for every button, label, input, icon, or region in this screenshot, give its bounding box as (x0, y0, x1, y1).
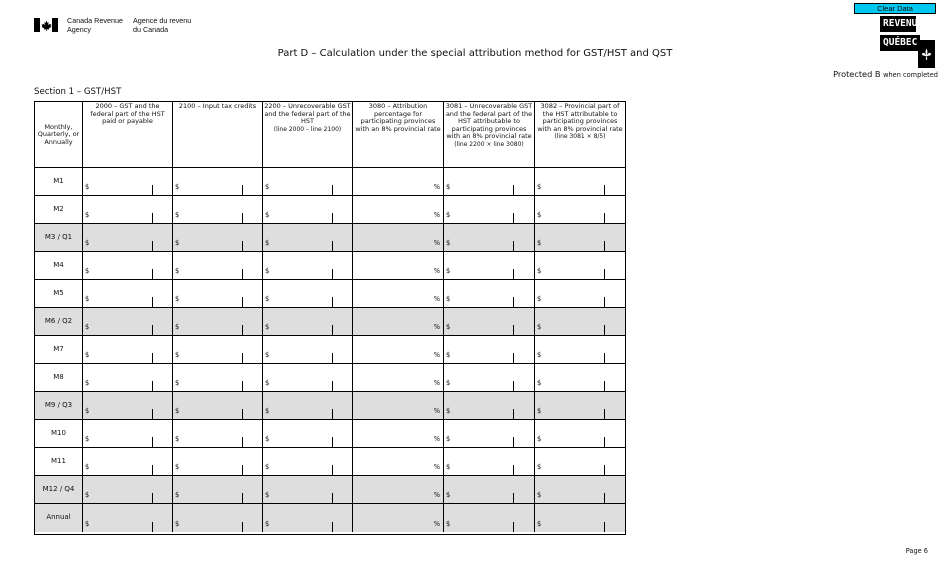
cents-divider (513, 297, 514, 307)
line-3081-field[interactable] (444, 252, 535, 279)
currency-symbol: $ (85, 463, 90, 471)
row-label: M11 (35, 448, 83, 475)
currency-symbol: $ (175, 267, 180, 275)
col-header-3080: 3080 – Attribution percentage for participating provinces with an 8% provincial rate (353, 102, 444, 167)
line-2200-field[interactable] (263, 420, 353, 447)
percent-symbol: % (433, 435, 440, 443)
line-3080-field[interactable] (353, 364, 444, 391)
line-3082-field[interactable] (535, 280, 625, 307)
cents-divider (513, 409, 514, 419)
cents-divider (604, 269, 605, 279)
cents-divider (152, 185, 153, 195)
table-row (35, 224, 625, 252)
page-title: Part D – Calculation under the special attribution method for GST/HST and QST (277, 48, 673, 59)
line-3082-field[interactable] (535, 448, 625, 475)
currency-symbol: $ (175, 463, 180, 471)
cents-divider (332, 297, 333, 307)
line-3082-field[interactable] (535, 196, 625, 223)
currency-symbol: $ (446, 435, 451, 443)
line-2100-field[interactable] (173, 224, 263, 251)
currency-symbol: $ (175, 407, 180, 415)
currency-symbol: $ (85, 267, 90, 275)
currency-symbol: $ (537, 520, 542, 528)
currency-symbol: $ (175, 295, 180, 303)
table-row (35, 336, 625, 364)
currency-symbol: $ (265, 295, 270, 303)
currency-symbol: $ (85, 239, 90, 247)
currency-symbol: $ (175, 323, 180, 331)
currency-symbol: $ (265, 407, 270, 415)
line-3080-field[interactable] (353, 224, 444, 251)
line-2200-field[interactable] (263, 476, 353, 503)
cents-divider (242, 185, 243, 195)
line-2000-field[interactable] (83, 308, 173, 335)
cents-divider (332, 409, 333, 419)
cents-divider (242, 381, 243, 391)
currency-symbol: $ (537, 267, 542, 275)
cents-divider (152, 465, 153, 475)
cents-divider (332, 325, 333, 335)
percent-symbol: % (433, 407, 440, 415)
cents-divider (513, 213, 514, 223)
currency-symbol: $ (265, 520, 270, 528)
currency-symbol: $ (175, 379, 180, 387)
currency-symbol: $ (85, 520, 90, 528)
line-2100-field[interactable] (173, 364, 263, 391)
table-row (35, 196, 625, 224)
line-3081-field[interactable] (444, 168, 535, 195)
table-row (35, 252, 625, 280)
line-3082-field[interactable] (535, 364, 625, 391)
line-3080-field[interactable] (353, 168, 444, 195)
currency-symbol: $ (265, 323, 270, 331)
line-2200-field[interactable] (263, 168, 353, 195)
line-3080-field[interactable] (353, 280, 444, 307)
percent-symbol: % (433, 323, 440, 331)
currency-symbol: $ (265, 211, 270, 219)
currency-symbol: $ (85, 491, 90, 499)
currency-symbol: $ (265, 491, 270, 499)
currency-symbol: $ (537, 211, 542, 219)
cents-divider (513, 465, 514, 475)
percent-symbol: % (433, 491, 440, 499)
cents-divider (513, 493, 514, 503)
row-label: M10 (35, 420, 83, 447)
clear-data-button[interactable]: Clear Data (854, 3, 936, 14)
line-2000-field[interactable] (83, 476, 173, 503)
line-3081-field[interactable] (444, 420, 535, 447)
currency-symbol: $ (265, 463, 270, 471)
agency-name-en: Canada Revenue Agency (67, 16, 123, 34)
currency-symbol: $ (446, 351, 451, 359)
cents-divider (332, 437, 333, 447)
line-3081-field[interactable] (444, 196, 535, 223)
cents-divider (604, 437, 605, 447)
line-3082-field[interactable] (535, 504, 625, 532)
currency-symbol: $ (537, 435, 542, 443)
table-row (35, 392, 625, 420)
line-2100-field[interactable] (173, 448, 263, 475)
line-3081-field[interactable] (444, 392, 535, 419)
line-3080-field[interactable] (353, 420, 444, 447)
cents-divider (332, 269, 333, 279)
row-label: M1 (35, 168, 83, 195)
row-label: M3 / Q1 (35, 224, 83, 251)
currency-symbol: $ (537, 323, 542, 331)
line-3082-field[interactable] (535, 224, 625, 251)
cents-divider (513, 185, 514, 195)
canada-flag-icon (34, 18, 58, 32)
currency-symbol: $ (85, 211, 90, 219)
currency-symbol: $ (265, 351, 270, 359)
line-2200-field[interactable] (263, 224, 353, 251)
currency-symbol: $ (175, 351, 180, 359)
line-3081-field[interactable] (444, 364, 535, 391)
line-2000-field[interactable] (83, 420, 173, 447)
currency-symbol: $ (85, 323, 90, 331)
line-3081-field[interactable] (444, 224, 535, 251)
cents-divider (152, 522, 153, 532)
line-2000-field[interactable] (83, 168, 173, 195)
currency-symbol: $ (265, 183, 270, 191)
cents-divider (513, 241, 514, 251)
cents-divider (242, 493, 243, 503)
col-header-3081: 3081 – Unrecoverable GST and the federal part of the HST attributable to participating provinces with an 8% provincial rate (line 2200 × line 3080) (444, 102, 535, 167)
currency-symbol: $ (85, 407, 90, 415)
cents-divider (242, 325, 243, 335)
cents-divider (332, 185, 333, 195)
line-2000-field[interactable] (83, 504, 173, 532)
row-label: M12 / Q4 (35, 476, 83, 503)
line-2000-field[interactable] (83, 280, 173, 307)
line-2000-field[interactable] (83, 448, 173, 475)
cents-divider (513, 269, 514, 279)
line-2100-field[interactable] (173, 392, 263, 419)
cents-divider (604, 353, 605, 363)
cents-divider (152, 381, 153, 391)
line-3080-field[interactable] (353, 308, 444, 335)
cents-divider (152, 297, 153, 307)
cents-divider (152, 325, 153, 335)
row-label: M8 (35, 364, 83, 391)
line-3081-field[interactable] (444, 448, 535, 475)
percent-symbol: % (433, 520, 440, 528)
line-2200-field[interactable] (263, 336, 353, 363)
currency-symbol: $ (175, 435, 180, 443)
protected-label: Protected B when completed (833, 69, 938, 79)
cents-divider (152, 269, 153, 279)
line-2200-field[interactable] (263, 308, 353, 335)
page-number: Page 6 (905, 547, 928, 555)
percent-symbol: % (433, 351, 440, 359)
currency-symbol: $ (446, 239, 451, 247)
line-3081-field[interactable] (444, 280, 535, 307)
cents-divider (242, 353, 243, 363)
line-2000-field[interactable] (83, 364, 173, 391)
cents-divider (242, 297, 243, 307)
line-3080-field[interactable] (353, 476, 444, 503)
line-3081-field[interactable] (444, 476, 535, 503)
line-3082-field[interactable] (535, 336, 625, 363)
cents-divider (604, 465, 605, 475)
line-3080-field[interactable] (353, 336, 444, 363)
col-header-2200: 2200 – Unrecoverable GST and the federal part of the HST (line 2000 – line 2100) (263, 102, 353, 167)
currency-symbol: $ (537, 183, 542, 191)
cents-divider (332, 213, 333, 223)
percent-symbol: % (433, 267, 440, 275)
currency-symbol: $ (265, 379, 270, 387)
cents-divider (332, 465, 333, 475)
cents-divider (242, 437, 243, 447)
currency-symbol: $ (85, 183, 90, 191)
cents-divider (242, 522, 243, 532)
table-row (35, 448, 625, 476)
table-header (35, 102, 625, 168)
row-label: M7 (35, 336, 83, 363)
line-3080-field[interactable] (353, 392, 444, 419)
cents-divider (513, 522, 514, 532)
row-label: M9 / Q3 (35, 392, 83, 419)
row-label: M4 (35, 252, 83, 279)
currency-symbol: $ (537, 379, 542, 387)
table-row (35, 364, 625, 392)
line-2000-field[interactable] (83, 252, 173, 279)
cents-divider (513, 381, 514, 391)
table-row (35, 420, 625, 448)
line-3082-field[interactable] (535, 392, 625, 419)
revenu-quebec-logo: REVENU QUÉBEC (878, 16, 938, 68)
table-row (35, 476, 625, 504)
cents-divider (242, 269, 243, 279)
currency-symbol: $ (85, 295, 90, 303)
currency-symbol: $ (175, 211, 180, 219)
table-row (35, 280, 625, 308)
section-title: Section 1 – GST/HST (34, 87, 122, 97)
currency-symbol: $ (446, 491, 451, 499)
col-header-2000: 2000 – GST and the federal part of the HST paid or payable (83, 102, 173, 167)
cents-divider (332, 381, 333, 391)
percent-symbol: % (433, 211, 440, 219)
line-2200-field[interactable] (263, 364, 353, 391)
cents-divider (332, 522, 333, 532)
table-row (35, 308, 625, 336)
cents-divider (332, 493, 333, 503)
currency-symbol: $ (265, 435, 270, 443)
line-3082-field[interactable] (535, 252, 625, 279)
cents-divider (242, 241, 243, 251)
cents-divider (604, 381, 605, 391)
line-2100-field[interactable] (173, 420, 263, 447)
row-label: M6 / Q2 (35, 308, 83, 335)
currency-symbol: $ (85, 435, 90, 443)
line-2000-field[interactable] (83, 336, 173, 363)
line-2200-field[interactable] (263, 504, 353, 532)
line-2100-field[interactable] (173, 336, 263, 363)
line-2100-field[interactable] (173, 476, 263, 503)
currency-symbol: $ (175, 491, 180, 499)
cents-divider (604, 297, 605, 307)
line-2100-field[interactable] (173, 196, 263, 223)
percent-symbol: % (433, 463, 440, 471)
currency-symbol: $ (446, 520, 451, 528)
percent-symbol: % (433, 295, 440, 303)
cra-signature (34, 17, 191, 34)
currency-symbol: $ (446, 211, 451, 219)
col-header-2100: 2100 – Input tax credits (173, 102, 263, 167)
line-2200-field[interactable] (263, 280, 353, 307)
currency-symbol: $ (446, 323, 451, 331)
cents-divider (242, 465, 243, 475)
cents-divider (152, 241, 153, 251)
cents-divider (513, 353, 514, 363)
cents-divider (152, 353, 153, 363)
line-3081-field[interactable] (444, 308, 535, 335)
line-3082-field[interactable] (535, 476, 625, 503)
line-2100-field[interactable] (173, 280, 263, 307)
cents-divider (604, 185, 605, 195)
percent-symbol: % (433, 183, 440, 191)
currency-symbol: $ (446, 295, 451, 303)
line-2100-field[interactable] (173, 252, 263, 279)
currency-symbol: $ (446, 407, 451, 415)
currency-symbol: $ (537, 463, 542, 471)
line-3081-field[interactable] (444, 504, 535, 532)
currency-symbol: $ (85, 351, 90, 359)
line-2000-field[interactable] (83, 392, 173, 419)
line-3082-field[interactable] (535, 420, 625, 447)
currency-symbol: $ (537, 239, 542, 247)
line-2200-field[interactable] (263, 196, 353, 223)
cents-divider (513, 437, 514, 447)
table-row (35, 168, 625, 196)
line-3080-field[interactable] (353, 196, 444, 223)
line-3082-field[interactable] (535, 308, 625, 335)
line-3080-field[interactable] (353, 448, 444, 475)
currency-symbol: $ (85, 379, 90, 387)
line-3080-field[interactable] (353, 504, 444, 532)
line-3081-field[interactable] (444, 336, 535, 363)
gst-hst-table (34, 101, 626, 535)
currency-symbol: $ (265, 267, 270, 275)
agency-name-fr: Agence du revenu du Canada (132, 16, 192, 34)
currency-symbol: $ (537, 407, 542, 415)
cents-divider (242, 213, 243, 223)
cents-divider (604, 241, 605, 251)
line-2100-field[interactable] (173, 308, 263, 335)
line-2100-field[interactable] (173, 504, 263, 532)
cents-divider (152, 493, 153, 503)
line-3082-field[interactable] (535, 168, 625, 195)
line-2000-field[interactable] (83, 196, 173, 223)
currency-symbol: $ (175, 183, 180, 191)
col-header-period: Monthly, Quarterly, or Annually (35, 102, 83, 167)
currency-symbol: $ (446, 379, 451, 387)
cents-divider (332, 241, 333, 251)
currency-symbol: $ (537, 351, 542, 359)
cents-divider (604, 325, 605, 335)
currency-symbol: $ (175, 520, 180, 528)
currency-symbol: $ (446, 463, 451, 471)
currency-symbol: $ (175, 239, 180, 247)
row-label: M2 (35, 196, 83, 223)
currency-symbol: $ (537, 295, 542, 303)
table-row (35, 504, 625, 532)
line-2000-field[interactable] (83, 224, 173, 251)
line-2200-field[interactable] (263, 392, 353, 419)
cents-divider (332, 353, 333, 363)
currency-symbol: $ (446, 183, 451, 191)
currency-symbol: $ (265, 239, 270, 247)
cents-divider (152, 213, 153, 223)
line-2200-field[interactable] (263, 448, 353, 475)
cents-divider (604, 493, 605, 503)
cents-divider (513, 325, 514, 335)
line-2200-field[interactable] (263, 252, 353, 279)
percent-symbol: % (433, 239, 440, 247)
cents-divider (242, 409, 243, 419)
line-2100-field[interactable] (173, 168, 263, 195)
cents-divider (152, 437, 153, 447)
row-label: M5 (35, 280, 83, 307)
currency-symbol: $ (537, 491, 542, 499)
cents-divider (152, 409, 153, 419)
currency-symbol: $ (446, 267, 451, 275)
cents-divider (604, 213, 605, 223)
cents-divider (604, 522, 605, 532)
line-3080-field[interactable] (353, 252, 444, 279)
row-label: Annual (35, 504, 83, 532)
percent-symbol: % (433, 379, 440, 387)
col-header-3082: 3082 – Provincial part of the HST attributable to participating provinces with an 8% provincial rate (line 3081 × 8/5) (537, 102, 623, 141)
cents-divider (604, 409, 605, 419)
